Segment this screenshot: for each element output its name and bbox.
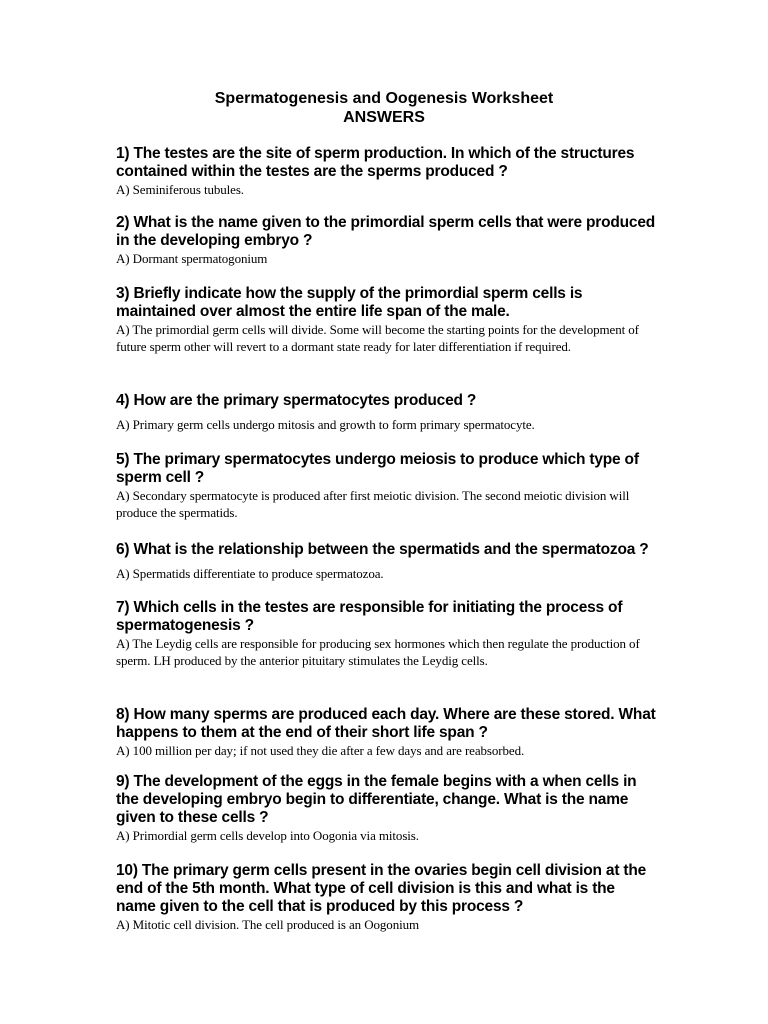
worksheet-title: Spermatogenesis and Oogenesis Worksheet bbox=[214, 90, 554, 107]
answer-4: A) Primary germ cells undergo mitosis and growth to form primary spermatocyte. bbox=[116, 417, 535, 432]
qa-item-8 bbox=[116, 706, 656, 759]
qa-item-5 bbox=[116, 451, 656, 521]
question-2: 2) What is the name given to the primordial sperm cells that were produced in the developing embryo ? bbox=[116, 214, 656, 249]
answer-3: A) The primordial germ cells will divide. Some will become the starting points for the development of future sperm other will revert to a dormant state ready for later differentiation if required. bbox=[116, 322, 639, 354]
qa-item-4 bbox=[116, 392, 656, 433]
answer-8: A) 100 million per day; if not used they die after a few days and are reabsorbed. bbox=[116, 743, 525, 758]
qa-item-3 bbox=[116, 285, 656, 355]
answer-6: A) Spermatids differentiate to produce spermatozoa. bbox=[116, 566, 384, 581]
question-7: 7) Which cells in the testes are responsible for initiating the process of spermatogenesis ? bbox=[116, 599, 623, 634]
question-5: 5) The primary spermatocytes undergo meiosis to produce which type of sperm cell ? bbox=[116, 451, 639, 486]
qa-item-10 bbox=[116, 862, 656, 933]
qa-item-6 bbox=[116, 541, 656, 582]
answer-9: A) Primordial germ cells develop into Oogonia via mitosis. bbox=[116, 828, 419, 843]
question-6: 6) What is the relationship between the spermatids and the spermatozoa ? bbox=[116, 541, 649, 558]
qa-item-7 bbox=[116, 599, 656, 669]
answer-5: A) Secondary spermatocyte is produced after first meiotic division. The second meiotic division will produce the spermatids. bbox=[116, 488, 630, 520]
answer-7: A) The Leydig cells are responsible for producing sex hormones which then regulate the production of sperm. LH produced by the anterior pituitary stimulates the Leydig cells. bbox=[116, 636, 640, 668]
question-8: 8) How many sperms are produced each day. Where are these stored. What happens to them at the end of their short life span ? bbox=[116, 706, 656, 741]
question-10: 10) The primary germ cells present in the ovaries begin cell division at the end of the 5th month. What type of cell division is this and what is the name given to the cell that is produced by this process ? bbox=[116, 862, 647, 915]
qa-item-1 bbox=[116, 145, 656, 198]
question-9: 9) The development of the eggs in the female begins with a when cells in the developing embryo begin to differentiate, change. What is the name given to these cells ? bbox=[116, 773, 637, 826]
qa-item-9 bbox=[116, 773, 656, 844]
question-4: 4) How are the primary spermatocytes produced ? bbox=[116, 392, 477, 409]
question-3: 3) Briefly indicate how the supply of the primordial sperm cells is maintained over almost the entire life span of the male. bbox=[116, 285, 583, 320]
qa-item-2 bbox=[116, 214, 656, 267]
answer-10: A) Mitotic cell division. The cell produced is an Oogonium bbox=[116, 917, 420, 932]
worksheet-subtitle: ANSWERS bbox=[343, 109, 425, 126]
answer-2: A) Dormant spermatogonium bbox=[116, 251, 268, 266]
question-1: 1) The testes are the site of sperm production. In which of the structures contained within the testes are the sperms produced ? bbox=[116, 145, 635, 180]
answer-1: A) Seminiferous tubules. bbox=[116, 182, 244, 197]
